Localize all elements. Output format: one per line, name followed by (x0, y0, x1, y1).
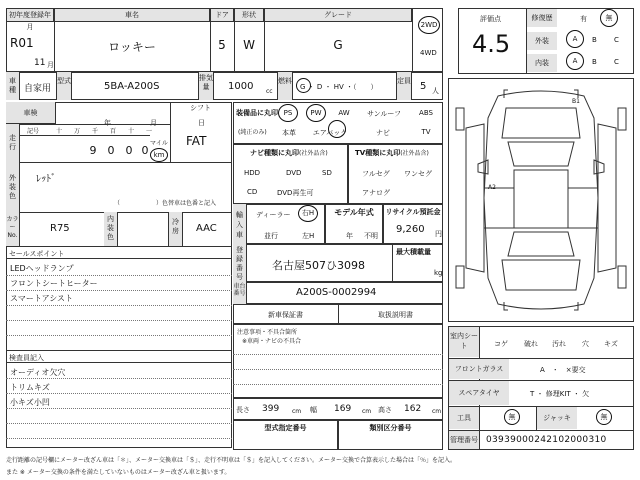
fuel-label: 燃料 (278, 72, 292, 100)
use-label: 車種 (6, 72, 20, 100)
diagram-mark-a2: A2 (488, 184, 496, 191)
interior-color-label: 内装色 (104, 212, 118, 246)
tools-value: 無 (504, 409, 520, 425)
grade-value: G (333, 38, 343, 52)
digit-header-5: 十 (127, 128, 134, 135)
width-label: 幅 (310, 406, 317, 414)
seat-burn: コゲ (494, 340, 508, 348)
mile-label: マイル (150, 140, 168, 147)
int-grade-a: A (566, 52, 584, 70)
selling-point-2: フロントシートヒーター (10, 279, 98, 288)
inspector-note-2: トリムキズ (10, 383, 50, 392)
import-dealer: ディーラー (256, 211, 291, 219)
spare-tire-value: T ・ 修理KIT ・ 欠 (530, 390, 590, 398)
navi-sd: SD (322, 169, 332, 177)
model-name: ロッキー (108, 40, 156, 54)
model-year-unit: 年 (346, 232, 353, 240)
first-reg-label: 初年度登録年月 (6, 8, 54, 22)
length-label: 長さ (236, 406, 250, 414)
import-left-hand: 左H (302, 232, 315, 240)
body-type: W (243, 38, 255, 52)
use-value: 自家用 (24, 84, 52, 94)
drive-4wd: 4WD (420, 49, 437, 57)
jack-label: ジャッキ (537, 407, 577, 429)
inspection-label: 車検 (6, 102, 56, 124)
navi-cd: CD (247, 188, 258, 196)
model-year-unknown: 不明 (364, 232, 378, 240)
ext-grade-c: C (614, 36, 619, 44)
inspection-year: 年 (104, 119, 111, 127)
tv-title: TV種類に丸印(社外品含) (355, 149, 429, 157)
tools-label: 工具 (449, 407, 479, 429)
import-right-hand: 右H (298, 205, 318, 222)
navi-hdd: HDD (244, 169, 261, 177)
exterior-color: ﾚｯﾄﾞ (36, 174, 56, 185)
navi-dvd-play: DVD再生可 (277, 189, 314, 197)
fuel-options: G ・ D ・ HV ・（ ） (300, 83, 378, 91)
registration-label: 登録番号 (233, 244, 247, 282)
diagram-mark-b1: B1 (572, 98, 580, 105)
shift-label: シフト (190, 104, 211, 112)
inspection-month: 月 (150, 119, 157, 127)
equip-aw: AW (338, 109, 350, 117)
mileage-digit-4: 0 (125, 144, 133, 157)
capacity-unit: 人 (432, 87, 439, 95)
recycle-unit: 円 (435, 230, 442, 238)
jack-value: 無 (596, 409, 612, 425)
inspector-title: 検査員記入 (9, 354, 44, 362)
digit-header-2: 万 (73, 128, 80, 135)
first-reg-month: 11 (34, 58, 46, 68)
width-unit: cm (362, 408, 372, 415)
ext-grade-a: A (566, 30, 584, 48)
exterior-label: 外装色 (6, 162, 20, 212)
model-year-label: モデル年式 (334, 208, 374, 217)
score-value: 4.5 (472, 30, 511, 58)
management-label: 管理番号 (449, 431, 479, 449)
front-glass-value: A ・ ×要交 (540, 366, 586, 374)
caution-title: 注意事項・不具合箇所 (237, 329, 298, 336)
new-car-warranty: 新車保証書 (268, 311, 303, 319)
width-value: 169 (334, 404, 352, 414)
digit-header-1: 十 (55, 128, 62, 135)
km-circle: km (150, 148, 168, 162)
footer-note-1: 走行距離の記号欄にメーター改ざん車は「＊」、メーター交換車は「＄」、走行不明車は「＄」を記入してください。メーター交換で合算表示した場合は「％」を記入。 (6, 457, 457, 464)
ext-grade-label: 外装 (527, 32, 557, 50)
repair-no: 無 (600, 9, 618, 27)
height-label: 高さ (378, 406, 392, 414)
doors: 5 (218, 38, 226, 52)
mileage-digit-3: 0 (107, 144, 115, 157)
mileage-digit-5: 0 (141, 144, 149, 157)
navi-dvd: DVD (286, 169, 302, 177)
height-value: 162 (404, 404, 422, 414)
footer-note-2: また ※ メーター交換の条件を満たしていないものはメーター改ざん車と扱います。 (6, 469, 231, 476)
digit-header-0: 記号 (26, 128, 39, 135)
interior-seat-label: 室内シート (449, 327, 479, 357)
seat-tear: 破れ (524, 340, 538, 348)
import-label: 輸入車 (233, 204, 247, 244)
tv-fullseg: フルセグ (362, 170, 390, 178)
first-reg-era: R01 (10, 36, 34, 50)
displacement: 1000 (228, 81, 254, 92)
selling-point-1: LEDヘッドランプ (10, 264, 74, 273)
spare-tire-label: スペアタイヤ (449, 381, 509, 405)
int-grade-b: B (592, 58, 597, 66)
equip-navi: ナビ (376, 129, 390, 137)
seat-hole: 穴 (582, 340, 589, 348)
body-label: 形状 (234, 8, 264, 22)
exterior-note: （ ）色替車は色番と記入 (114, 200, 217, 207)
cc-unit: cc (266, 88, 273, 95)
type-designation-label: 型式指定番号 (264, 424, 307, 432)
management-number: 03939000242102000310 (486, 435, 607, 445)
caution-sub: ※車両・ナビの不具合 (242, 338, 302, 345)
length-unit: cm (292, 408, 302, 415)
equip-airbag: エアバック (312, 122, 348, 132)
ac-value: AAC (196, 223, 217, 234)
drive-2wd: 2WD (418, 16, 440, 34)
equip-leather: 本革 (282, 129, 296, 137)
mileage-label: 走行 (6, 124, 20, 162)
height-unit: cm (432, 408, 442, 415)
equip-abs: ABS (419, 109, 433, 117)
equip-pw: PW (306, 104, 324, 122)
ext-grade-b: B (592, 36, 597, 44)
digit-header-4: 百 (109, 128, 116, 135)
displacement-label: 排気量 (199, 72, 213, 100)
max-load-unit: kg (434, 269, 443, 277)
owner-manual: 取扱説明書 (378, 311, 413, 319)
int-grade-label: 内装 (527, 54, 557, 72)
shift-value: FAT (186, 134, 207, 148)
front-glass-label: フロントガラス (449, 359, 509, 379)
category-number-label: 類別区分番号 (369, 424, 412, 432)
capacity: 5 (420, 81, 427, 92)
digit-header-3: 千 (91, 128, 98, 135)
score-label: 評価点 (480, 15, 501, 23)
month-unit: 月 (47, 61, 54, 69)
grade-label: グレード (264, 8, 412, 22)
selling-point-3: スマートアシスト (10, 294, 74, 303)
color-no: R75 (50, 223, 70, 234)
navi-title: ナビ種類に丸印(社外品含) (250, 149, 328, 157)
model-name-label: 車名 (54, 8, 210, 22)
model-code: 5BA-A200S (104, 81, 160, 92)
car-diagram (448, 78, 634, 322)
repair-label: 修復歴 (527, 9, 557, 27)
inspection-day: 日 (198, 119, 205, 127)
type-label: 型式 (57, 72, 71, 100)
equipment-title: 装備品に丸印 (236, 109, 278, 117)
color-no-label: カラーNo. (6, 212, 20, 246)
equip-ps: PS (278, 104, 296, 122)
inspector-note-3: 小キズ小凹 (10, 398, 50, 407)
max-load-label: 最大積載量 (396, 248, 431, 256)
repair-yes: 有 (580, 15, 587, 23)
equip-sunroof: サンルーフ (366, 110, 402, 118)
selling-points-title: セールスポイント (9, 250, 65, 258)
import-parallel: 並行 (264, 232, 278, 240)
seat-scratch: キズ (604, 340, 618, 348)
mileage-digit-2: 9 (89, 144, 97, 157)
tv-oneseg: ワンセグ (404, 170, 432, 178)
capacity-label: 定員 (397, 72, 411, 100)
int-grade-c: C (614, 58, 619, 66)
chassis-number: A200S-0002994 (296, 287, 377, 298)
recycle-amount: 9,260 (396, 224, 425, 235)
equipment-subtitle: (純正のみ) (238, 129, 267, 136)
digit-header-6: 一 (145, 128, 152, 135)
recycle-label: リサイクル預託金 (385, 208, 441, 216)
tv-analog: アナログ (362, 189, 390, 197)
equip-tv: TV (421, 128, 431, 136)
chassis-label: 車台番号 (233, 282, 247, 304)
doors-label: ドア (210, 8, 234, 22)
seat-stain: 汚れ (552, 340, 566, 348)
length-value: 399 (262, 404, 280, 414)
inspector-note-1: オーディオ欠穴 (10, 368, 66, 377)
ac-label: 冷房 (169, 212, 183, 246)
registration-plate: 名古屋507ひ3098 (272, 259, 365, 272)
